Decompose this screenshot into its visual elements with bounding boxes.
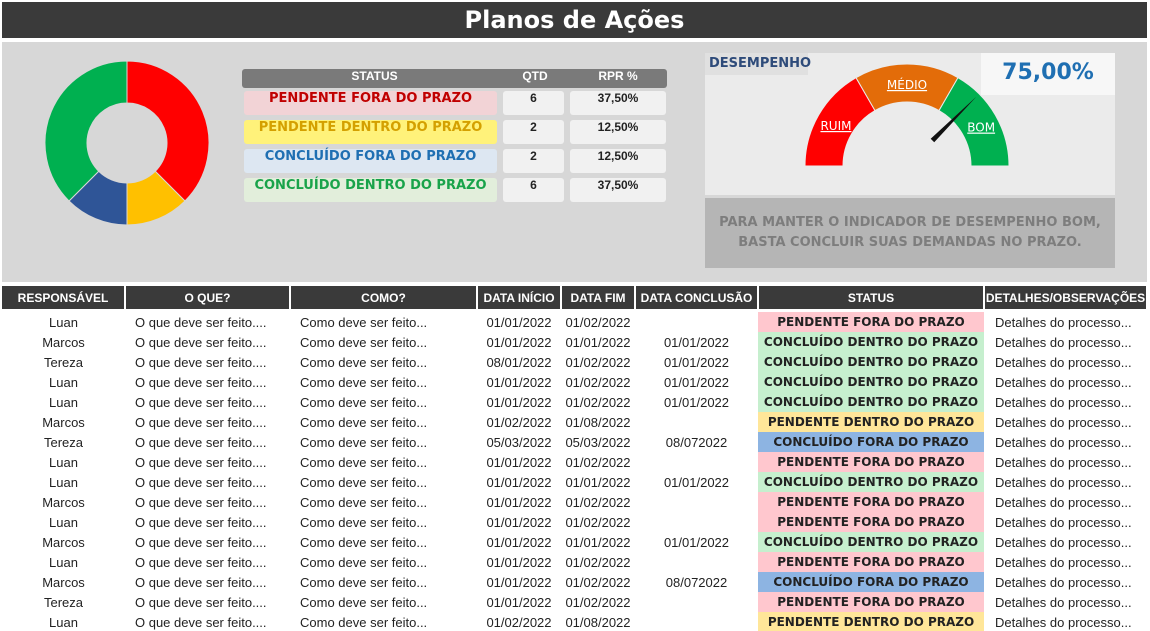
status-cell[interactable]: CONCLUÍDO DENTRO DO PRAZO [758,352,984,372]
status-summary-qtd: 2 [503,120,564,144]
data-conclusao-cell[interactable] [635,412,758,432]
como-cell[interactable]: Como deve ser feito... [300,314,428,330]
column-header[interactable]: STATUS [758,286,984,309]
status-cell[interactable]: PENDENTE FORA DO PRAZO [758,592,984,612]
table-header-row [2,286,1147,309]
data-fim-cell[interactable]: 01/01/2022 [565,474,631,490]
column-header[interactable]: DATA FIM [561,286,635,309]
o-que-cell[interactable]: O que deve ser feito.... [135,354,267,370]
status-cell[interactable]: PENDENTE DENTRO DO PRAZO [758,412,984,432]
responsavel-cell[interactable]: Luan [49,474,78,490]
detalhes-cell[interactable]: Detalhes do processo... [995,414,1132,430]
column-header[interactable]: DETALHES/OBSERVAÇÕES [984,286,1147,309]
performance-value: 75,00% [981,53,1115,95]
como-cell[interactable]: Como deve ser feito... [300,514,428,530]
status-cell[interactable]: PENDENTE FORA DO PRAZO [758,312,984,332]
o-que-cell[interactable]: O que deve ser feito.... [135,534,267,550]
responsavel-cell[interactable]: Marcos [42,494,85,510]
qtd-header-label: QTD [522,69,548,83]
status-cell[interactable]: PENDENTE FORA DO PRAZO [758,492,984,512]
status-cell[interactable]: CONCLUÍDO DENTRO DO PRAZO [758,472,984,492]
o-que-cell[interactable]: O que deve ser feito.... [135,474,267,490]
o-que-cell[interactable]: O que deve ser feito.... [135,594,267,610]
data-inicio-cell[interactable]: 01/01/2022 [486,534,552,550]
data-inicio-cell[interactable]: 01/01/2022 [486,334,552,350]
data-inicio-cell[interactable]: 01/01/2022 [486,514,552,530]
gauge-label-bom: BOM [967,120,996,135]
o-que-cell[interactable]: O que deve ser feito.... [135,574,267,590]
o-que-cell[interactable]: O que deve ser feito.... [135,394,267,410]
data-fim-cell[interactable]: 01/02/2022 [565,574,631,590]
o-que-cell[interactable]: O que deve ser feito.... [135,454,267,470]
detalhes-cell[interactable]: Detalhes do processo... [995,374,1132,390]
como-cell[interactable]: Como deve ser feito... [300,354,428,370]
status-summary-label: CONCLUÍDO FORA DO PRAZO [244,149,497,173]
data-inicio-cell[interactable]: 01/02/2022 [486,614,552,630]
status-cell[interactable]: PENDENTE FORA DO PRAZO [758,452,984,472]
performance-note-line2: BASTA CONCLUIR SUAS DEMANDAS NO PRAZO. [738,235,1082,250]
performance-note-line1: PARA MANTER O INDICADOR DE DESEMPENHO BOM, [719,215,1101,230]
data-fim-cell[interactable]: 01/02/2022 [565,314,631,330]
data-fim-cell[interactable]: 01/08/2022 [565,614,631,630]
table-row[interactable] [2,452,1147,472]
status-summary-rpr: 37,50% [570,91,666,115]
table-row[interactable] [2,312,1147,332]
responsavel-cell[interactable]: Marcos [42,574,85,590]
status-cell[interactable]: CONCLUÍDO DENTRO DO PRAZO [758,332,984,352]
como-cell[interactable]: Como deve ser feito... [300,474,428,490]
data-fim-cell[interactable]: 01/01/2022 [565,334,631,350]
como-cell[interactable]: Como deve ser feito... [300,374,428,390]
table-row[interactable] [2,492,1147,512]
status-donut-chart [44,60,210,226]
status-summary-label: PENDENTE DENTRO DO PRAZO [244,120,497,144]
como-cell[interactable]: Como deve ser feito... [300,534,428,550]
detalhes-cell[interactable]: Detalhes do processo... [995,554,1132,570]
detalhes-cell[interactable]: Detalhes do processo... [995,454,1132,470]
como-cell[interactable]: Como deve ser feito... [300,454,428,470]
gauge-label-medio: MÉDIO [886,78,928,92]
detalhes-cell[interactable]: Detalhes do processo... [995,514,1132,530]
data-fim-cell[interactable]: 01/02/2022 [565,494,631,510]
data-conclusao-cell[interactable]: 01/01/2022 [663,534,730,550]
table-row[interactable] [2,552,1147,572]
status-summary-label: CONCLUÍDO DENTRO DO PRAZO [244,178,497,202]
data-conclusao-cell[interactable] [635,492,758,512]
data-inicio-cell[interactable]: 01/01/2022 [486,454,552,470]
data-conclusao-cell[interactable]: 01/01/2022 [663,474,730,490]
table-row[interactable] [2,352,1147,372]
como-cell[interactable]: Como deve ser feito... [300,434,428,450]
performance-label: DESEMPENHO [705,53,808,75]
o-que-cell[interactable]: O que deve ser feito.... [135,514,267,530]
detalhes-cell[interactable]: Detalhes do processo... [995,354,1132,370]
status-cell[interactable]: CONCLUÍDO DENTRO DO PRAZO [758,392,984,412]
detalhes-cell[interactable]: Detalhes do processo... [995,394,1132,410]
como-cell[interactable]: Como deve ser feito... [300,394,428,410]
status-summary-qtd: 6 [503,91,564,115]
data-conclusao-cell[interactable]: 08/072022 [665,574,728,590]
data-inicio-cell[interactable]: 01/01/2022 [486,574,552,590]
performance-gauge [797,62,1017,172]
detalhes-cell[interactable]: Detalhes do processo... [995,334,1132,350]
responsavel-cell[interactable]: Marcos [42,414,85,430]
responsavel-cell[interactable]: Luan [49,554,78,570]
detalhes-cell[interactable]: Detalhes do processo... [995,434,1132,450]
data-inicio-cell[interactable]: 01/01/2022 [486,314,552,330]
responsavel-cell[interactable]: Luan [49,394,78,410]
table-row[interactable] [2,532,1147,552]
detalhes-cell[interactable]: Detalhes do processo... [995,494,1132,510]
status-summary-rpr: 37,50% [570,178,666,202]
o-que-cell[interactable]: O que deve ser feito.... [135,414,267,430]
responsavel-cell[interactable]: Luan [49,314,78,330]
detalhes-cell[interactable]: Detalhes do processo... [995,614,1132,630]
rpr-header-label: RPR % [598,69,638,83]
data-conclusao-cell[interactable] [635,512,758,532]
table-row[interactable] [2,372,1147,392]
detalhes-cell[interactable]: Detalhes do processo... [995,534,1132,550]
como-cell[interactable]: Como deve ser feito... [300,414,428,430]
como-cell[interactable]: Como deve ser feito... [300,334,428,350]
table-row[interactable] [2,472,1147,492]
responsavel-cell[interactable]: Tereza [43,434,84,450]
status-cell[interactable]: CONCLUÍDO FORA DO PRAZO [758,432,984,452]
data-conclusao-cell[interactable] [635,312,758,332]
data-inicio-cell[interactable]: 01/01/2022 [486,374,552,390]
status-cell[interactable]: PENDENTE FORA DO PRAZO [758,552,984,572]
status-summary-label: PENDENTE FORA DO PRAZO [244,91,497,115]
como-cell[interactable]: Como deve ser feito... [300,494,428,510]
como-cell[interactable]: Como deve ser feito... [300,614,428,630]
status-cell[interactable]: CONCLUÍDO FORA DO PRAZO [758,572,984,592]
o-que-cell[interactable]: O que deve ser feito.... [135,434,267,450]
page-title: Planos de Ações [2,2,1147,38]
data-fim-cell[interactable]: 01/02/2022 [565,394,631,410]
status-summary-row [242,91,667,115]
status-cell[interactable]: CONCLUÍDO DENTRO DO PRAZO [758,532,984,552]
responsavel-cell[interactable]: Luan [49,614,78,630]
como-cell[interactable]: Como deve ser feito... [300,574,428,590]
data-inicio-cell[interactable]: 01/01/2022 [486,394,552,410]
data-fim-cell[interactable]: 01/02/2022 [565,594,631,610]
data-inicio-cell[interactable]: 01/01/2022 [486,554,552,570]
o-que-cell[interactable]: O que deve ser feito.... [135,334,267,350]
o-que-cell[interactable]: O que deve ser feito.... [135,374,267,390]
responsavel-cell[interactable]: Luan [49,454,78,470]
data-conclusao-cell[interactable] [635,452,758,472]
table-row[interactable] [2,412,1147,432]
donut-slice [127,61,209,201]
data-inicio-cell[interactable]: 01/01/2022 [486,594,552,610]
data-fim-cell[interactable]: 01/02/2022 [565,554,631,570]
status-summary-rpr: 12,50% [570,120,666,144]
data-conclusao-cell[interactable]: 08/072022 [665,434,728,450]
data-conclusao-cell[interactable] [635,592,758,612]
detalhes-cell[interactable]: Detalhes do processo... [995,574,1132,590]
column-header[interactable]: DATA INÍCIO [477,286,561,309]
data-conclusao-cell[interactable]: 01/01/2022 [663,394,730,410]
table-row[interactable] [2,392,1147,412]
table-row[interactable] [2,612,1147,631]
o-que-cell[interactable]: O que deve ser feito.... [135,614,267,630]
data-inicio-cell[interactable]: 01/01/2022 [486,494,552,510]
como-cell[interactable]: Como deve ser feito... [300,594,428,610]
gauge-label-ruim: RUIM [820,119,852,133]
status-summary-row [242,120,667,144]
table-row[interactable] [2,572,1147,592]
table-row[interactable] [2,432,1147,452]
status-cell[interactable]: CONCLUÍDO DENTRO DO PRAZO [758,372,984,392]
status-summary-header [242,69,667,88]
data-fim-cell[interactable]: 01/02/2022 [565,514,631,530]
responsavel-cell[interactable]: Tereza [43,594,84,610]
data-conclusao-cell[interactable]: 01/01/2022 [663,334,730,350]
responsavel-cell[interactable]: Luan [49,374,78,390]
status-summary-qtd: 6 [503,178,564,202]
status-header-label: STATUS [351,69,398,83]
data-inicio-cell[interactable]: 01/01/2022 [486,474,552,490]
data-inicio-cell[interactable]: 08/01/2022 [486,354,552,370]
data-inicio-cell[interactable]: 01/02/2022 [486,414,552,430]
data-fim-cell[interactable]: 01/02/2022 [565,374,631,390]
data-conclusao-cell[interactable] [635,612,758,631]
data-fim-cell[interactable]: 01/01/2022 [565,534,631,550]
status-summary-rpr: 12,50% [570,149,666,173]
data-fim-cell[interactable]: 05/03/2022 [565,434,631,450]
data-conclusao-cell[interactable] [635,552,758,572]
status-summary-row [242,178,667,202]
responsavel-cell[interactable]: Marcos [42,534,85,550]
donut-slice [45,61,127,201]
action-plan-table [2,286,1148,631]
responsavel-cell[interactable]: Luan [49,514,78,530]
column-header[interactable]: O QUE? [125,286,290,309]
column-header[interactable]: DATA CONCLUSÃO [635,286,758,309]
o-que-cell[interactable]: O que deve ser feito.... [135,494,267,510]
status-summary-qtd: 2 [503,149,564,173]
data-fim-cell[interactable]: 01/02/2022 [565,454,631,470]
table-row[interactable] [2,592,1147,612]
detalhes-cell[interactable]: Detalhes do processo... [995,474,1132,490]
detalhes-cell[interactable]: Detalhes do processo... [995,594,1132,610]
column-header[interactable]: COMO? [290,286,477,309]
o-que-cell[interactable]: O que deve ser feito.... [135,554,267,570]
como-cell[interactable]: Como deve ser feito... [300,554,428,570]
status-cell[interactable]: PENDENTE FORA DO PRAZO [758,512,984,532]
o-que-cell[interactable]: O que deve ser feito.... [135,314,267,330]
status-summary-row [242,149,667,173]
responsavel-cell[interactable]: Tereza [43,354,84,370]
data-conclusao-cell[interactable]: 01/01/2022 [663,354,730,370]
performance-note [705,198,1115,268]
status-cell[interactable]: PENDENTE DENTRO DO PRAZO [758,612,984,631]
table-row[interactable] [2,332,1147,352]
data-conclusao-cell[interactable]: 01/01/2022 [663,374,730,390]
column-header[interactable]: RESPONSÁVEL [2,286,125,309]
data-fim-cell[interactable]: 01/08/2022 [565,414,631,430]
detalhes-cell[interactable]: Detalhes do processo... [995,314,1132,330]
data-fim-cell[interactable]: 01/02/2022 [565,354,631,370]
data-inicio-cell[interactable]: 05/03/2022 [486,434,552,450]
table-row[interactable] [2,512,1147,532]
responsavel-cell[interactable]: Marcos [42,334,85,350]
